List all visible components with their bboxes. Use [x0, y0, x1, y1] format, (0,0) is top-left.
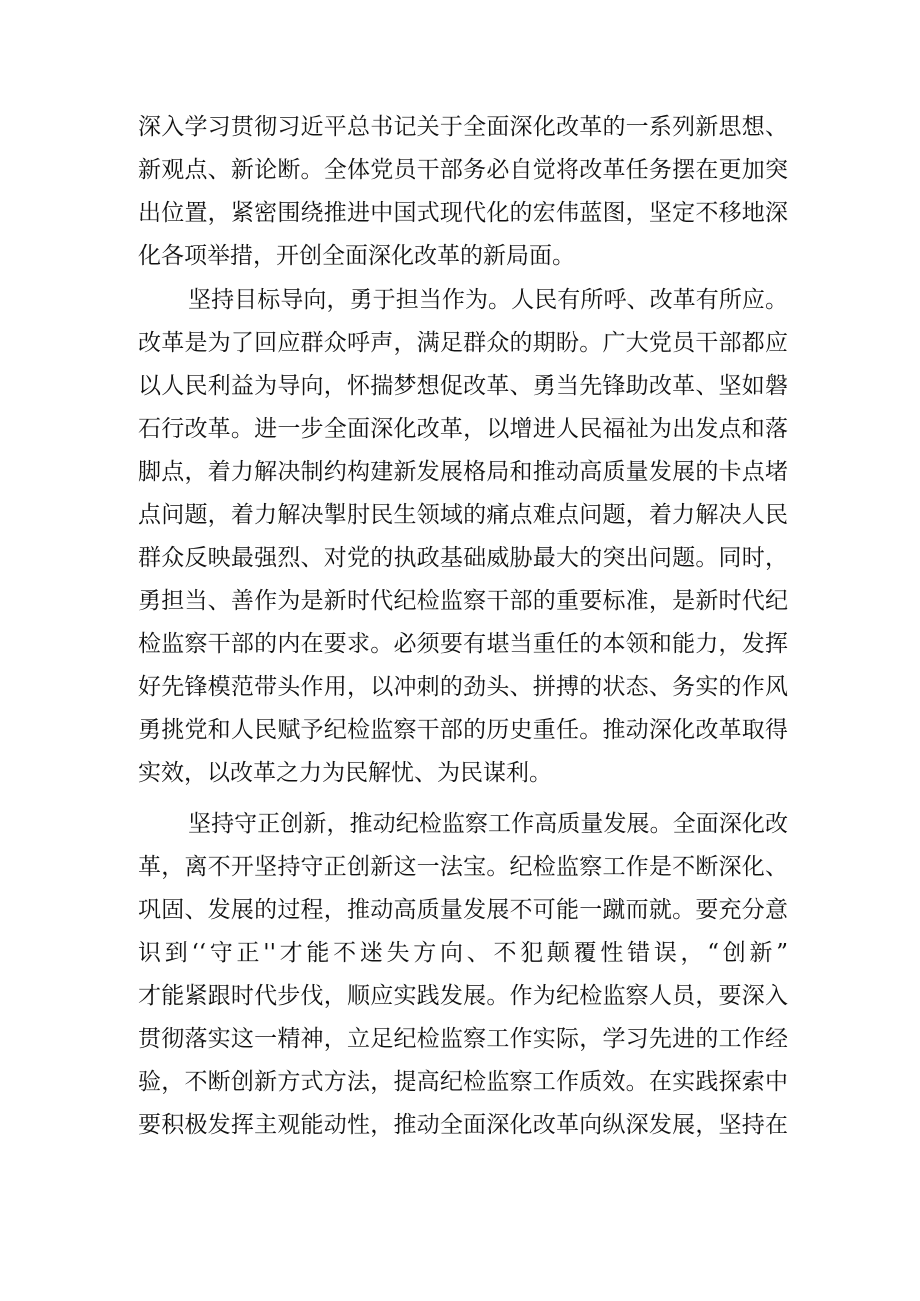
text-line: 化各项举措，开创全面深化改革的新局面。: [138, 243, 575, 269]
text-line: 勇挑党和人民赋予纪检监察干部的历史重任。推动深化改革取得: [138, 717, 788, 743]
text-line: 勇担当、善作为是新时代纪检监察干部的重要标准，是新时代纪: [138, 588, 788, 614]
text-line: 新观点、新论断。全体党员干部务必自觉将改革任务摆在更加突: [138, 157, 788, 183]
text-line: 识到‘‘守正''才能不迷失方向、不犯颠覆性错误，“创新”: [138, 940, 788, 966]
text-line: 实效，以改革之力为民解忧、为民谋利。: [138, 760, 552, 786]
text-line: 出位置，紧密围绕推进中国式现代化的宏伟蓝图，坚定不移地深: [138, 200, 788, 226]
text-line: 才能紧跟时代步伐，顺应实践发展。作为纪检监察人员，要深入: [138, 983, 788, 1009]
text-line: 巩固、发展的过程，推动高质量发展不可能一蹴而就。要充分意: [138, 897, 788, 923]
text-line: 贯彻落实这一精神，立足纪检监察工作实际，学习先进的工作经: [138, 1026, 788, 1052]
text-line: 要积极发挥主观能动性，推动全面深化改革向纵深发展，坚持在: [138, 1112, 788, 1138]
text-line: 革，离不开坚持守正创新这一法宝。纪检监察工作是不断深化、: [138, 854, 788, 880]
text-line: 石行改革。进一步全面深化改革，以增进人民福祉为出发点和落: [138, 416, 788, 442]
text-line: 以人民利益为导向，怀揣梦想促改革、勇当先锋助改革、坚如磐: [138, 373, 788, 399]
text-line: 验，不断创新方式方法，提高纪检监察工作质效。在实践探索中: [138, 1069, 788, 1095]
text-line: 点问题，着力解决掣肘民生领域的痛点难点问题，着力解决人民: [138, 502, 788, 528]
text-line: 检监察干部的内在要求。必须要有堪当重任的本领和能力，发挥: [138, 631, 788, 657]
text-line: 深入学习贯彻习近平总书记关于全面深化改革的一系列新思想、: [138, 114, 788, 140]
text-line: 坚持守正创新，推动纪检监察工作高质量发展。全面深化改: [188, 811, 788, 837]
text-line: 群众反映最强烈、对党的执政基础威胁最大的突出问题。同时，: [138, 545, 788, 571]
text-line: 坚持目标导向，勇于担当作为。人民有所呼、改革有所应。: [188, 287, 788, 313]
text-line: 脚点，着力解决制约构建新发展格局和推动高质量发展的卡点堵: [138, 459, 788, 485]
text-line: 好先锋模范带头作用，以冲刺的劲头、拼搏的状态、务实的作风: [138, 674, 788, 700]
text-line: 改革是为了回应群众呼声，满足群众的期盼。广大党员干部都应: [138, 330, 788, 356]
